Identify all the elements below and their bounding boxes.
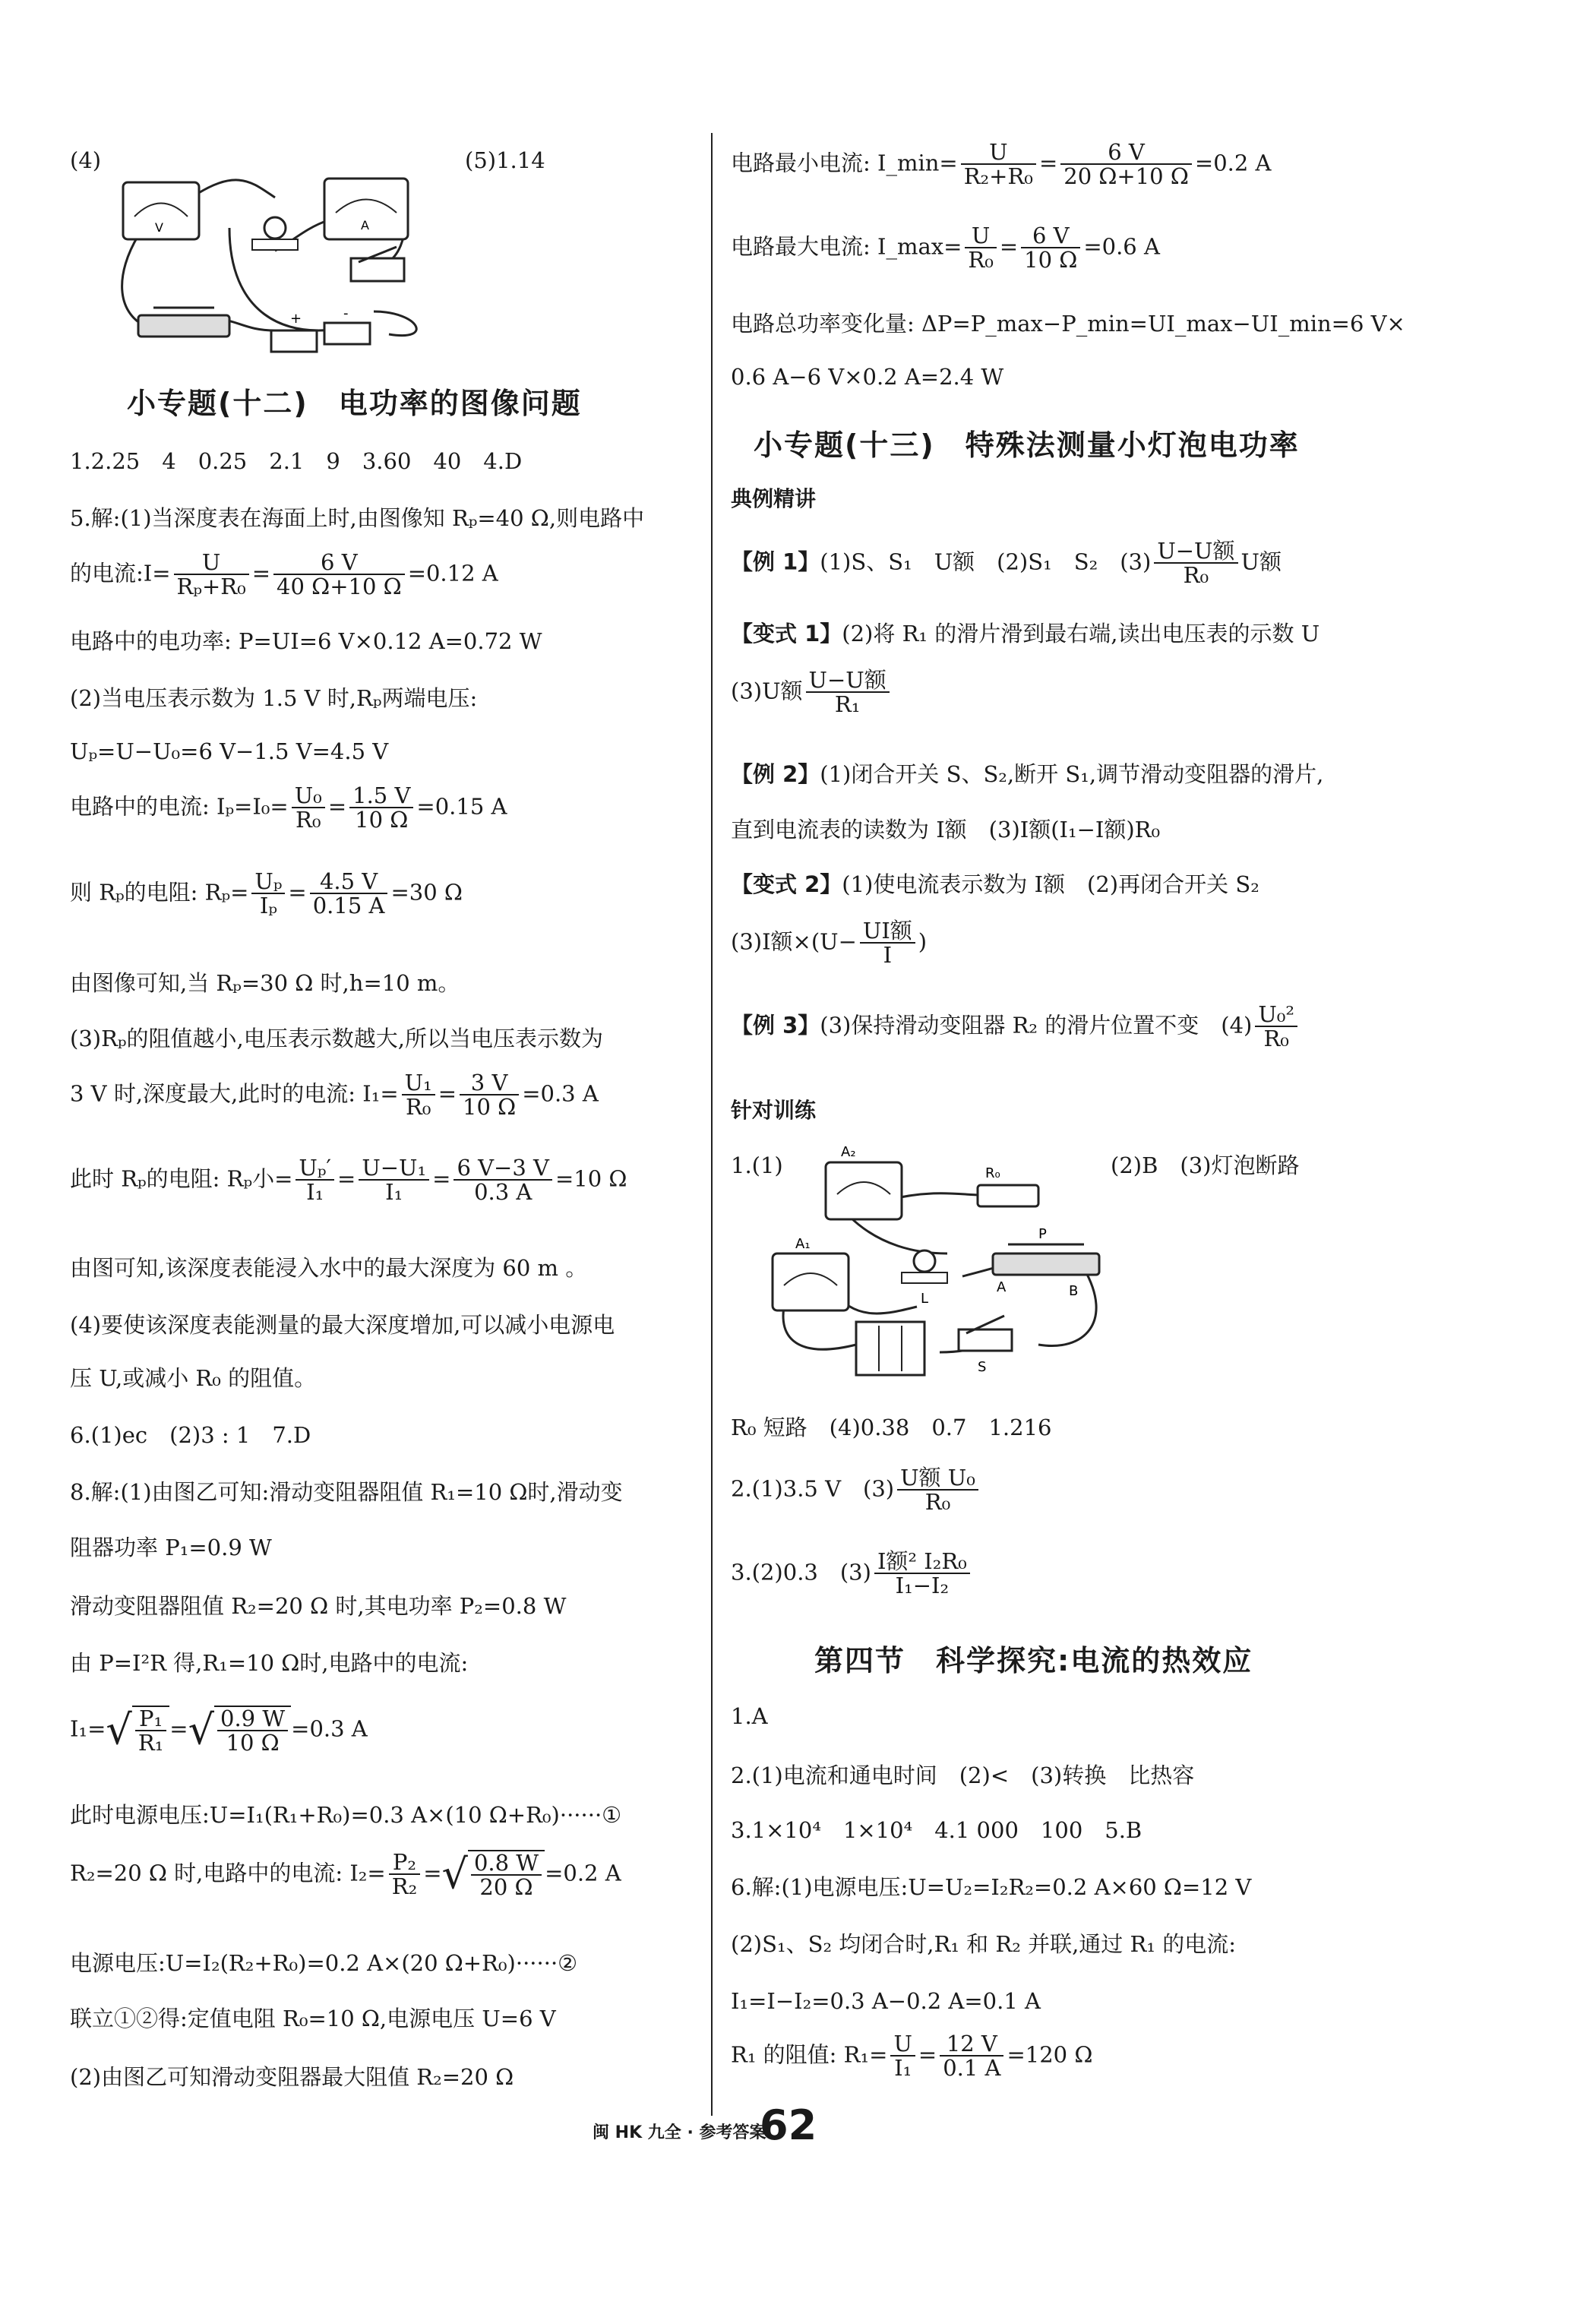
- battery-2: [324, 323, 370, 344]
- heat-6-line-3: I₁=I−I₂=0.3 A−0.2 A=0.1 A: [731, 1988, 1041, 2014]
- s5-line-12: 由图可知,该深度表能浸入水中的最大深度为 60 m 。: [70, 1255, 588, 1281]
- s8-line-1: 8.解:(1)由图乙可知:滑动变阻器阻值 R₁=10 Ω时,滑动变: [70, 1479, 623, 1505]
- circuit-diagram-2: [765, 1140, 1130, 1390]
- heat-answer-2: 2.(1)电流和通电时间 (2)< (3)转换 比热容: [731, 1762, 1195, 1788]
- svg-text:A₁: A₁: [795, 1236, 811, 1252]
- heat-6-line-4: R₁ 的阻值: R₁= $\frac{U}{\text{I₁}}$ = $\frac{12 V}{0.1 A}$ =120 Ω: [731, 2031, 1093, 2082]
- s5-line-2: 的电流:I= $\frac{U}{\text{Rₚ+R₀}}$ = $\frac{6 V}{40 \Omega+10 \Omega}$ =0.12 A: [70, 549, 498, 600]
- footer-text: 闽 HK 九全 · 参考答案: [593, 2123, 766, 2142]
- s5-line-6: 电路中的电流: Iₚ=I₀= $\frac{\text{U₀}}{\text{R₀}}$ = $\frac{1.5 V}{10 \Omega}$ =0.15 A: [70, 782, 507, 833]
- s8-line-8: 电源电压:U=I₂(R₂+R₀)=0.2 A×(20 Ω+R₀)······②: [70, 1950, 578, 1976]
- s5-line-1: 5.解:(1)当深度表在海面上时,由图像知 Rₚ=40 Ω,则电路中: [70, 505, 645, 531]
- circuit-diagram-1: [100, 137, 480, 365]
- training-1-label: 1.(1): [731, 1152, 783, 1178]
- s5-line-9: (3)Rₚ的阻值越小,电压表示数越大,所以当电压表示数为: [70, 1026, 603, 1051]
- svg-text:R₀: R₀: [985, 1165, 1000, 1181]
- s5-line-4: (2)当电压表示数为 1.5 V 时,Rₚ两端电压:: [70, 685, 478, 711]
- example-2-line-2: 直到电流表的读数为 I额 (3)I额(I₁−I额)R₀: [731, 817, 1161, 843]
- example-2: 【例 2】(1)闭合开关 S、S₂,断开 S₁,调节滑动变阻器的滑片,: [731, 761, 1324, 787]
- ammeter-a2: [826, 1162, 902, 1219]
- column-divider: [711, 133, 713, 2116]
- label-typical-examples: 典例精讲: [731, 486, 817, 511]
- svg-text:V: V: [155, 220, 163, 235]
- label-targeted-training: 针对训练: [731, 1098, 817, 1123]
- resistor-r0: [978, 1185, 1038, 1206]
- svg-text:S: S: [978, 1359, 987, 1375]
- variant-1: 【变式 1】(2)将 R₁ 的滑片滑到最右端,读出电压表的示数 U: [731, 621, 1320, 647]
- s5-line-7: 则 Rₚ的电阻: Rₚ= $\frac{\text{Uₚ}}{\text{Iₚ}}$ = $\frac{4.5 V}{0.15 A}$ =30 Ω: [70, 868, 463, 919]
- heat-6-line-2: (2)S₁、S₂ 均闭合时,R₁ 和 R₂ 并联,通过 R₁ 的电流:: [731, 1931, 1236, 1957]
- answers-1-4: 1.2.25 4 0.25 2.1 9 3.60 40 4.D: [70, 448, 523, 474]
- s8-line-4: 由 P=I²R 得,R₁=10 Ω时,电路中的电流:: [70, 1650, 469, 1676]
- svg-text:A: A: [361, 218, 369, 232]
- svg-text:+: +: [290, 311, 302, 327]
- s8-line-3: 滑动变阻器阻值 R₂=20 Ω 时,其电功率 P₂=0.8 W: [70, 1593, 567, 1619]
- answers-6-7: 6.(1)ec (2)3 : 1 7.D: [70, 1422, 311, 1448]
- s8-line-5: I₁=√ $\frac{\text{P₁}}{\text{R₁}}$ =√ $\frac{0.9 W}{10 \Omega}$ =0.3 A: [70, 1706, 368, 1756]
- rheostat: [138, 315, 229, 337]
- variant-2: 【变式 2】(1)使电流表示数为 I额 (2)再闭合开关 S₂: [731, 871, 1259, 897]
- svg-text:B: B: [1069, 1283, 1079, 1299]
- svg-text:-: -: [343, 305, 349, 321]
- s5-line-5: Uₚ=U−U₀=6 V−1.5 V=4.5 V: [70, 738, 389, 764]
- variant-1-line-2: (3)U额 $\frac{\text{U−U额}}{\text{R₁}}$: [731, 669, 893, 716]
- svg-text:A₂: A₂: [841, 1144, 856, 1160]
- r-line-1: 电路最小电流: I_min= $\frac{U}{\text{R₂+R₀}}$ = $\frac{6 V}{20 \Omega+10 \Omega}$ =0.2 A: [731, 139, 1272, 190]
- s5-line-13: (4)要使该深度表能测量的最大深度增加,可以减小电源电: [70, 1312, 615, 1338]
- ammeter-a1: [773, 1254, 849, 1310]
- s5-line-3: 电路中的电功率: P=UI=6 V×0.12 A=0.72 W: [70, 628, 542, 654]
- battery-pack: [856, 1322, 924, 1375]
- training-1-line-2: R₀ 短路 (4)0.38 0.7 1.216: [731, 1415, 1052, 1440]
- s8-line-2: 阻器功率 P₁=0.9 W: [70, 1535, 272, 1560]
- example-1: 【例 1】(1)S、S₁ U额 (2)S₁ S₂ (3) $\frac{\text{U−U额}}{\text{R₀}}$ U额: [731, 538, 1282, 589]
- q4-label: (4): [70, 147, 102, 173]
- variant-2-line-2: (3)I额×(U− $\frac{\text{UI额}}{I}$ ): [731, 918, 928, 969]
- training-3: 3.(2)0.3 (3) $\frac{\text{I额² I₂R₀}}{\text{I₁−I₂}}$: [731, 1550, 973, 1598]
- heat-answers-3-5: 3.1×10⁴ 1×10⁴ 4.1 000 100 5.B: [731, 1817, 1142, 1843]
- r-line-3: 电路总功率变化量: ΔP=P_max−P_min=UI_max−UI_min=6 V×: [731, 311, 1405, 337]
- s5-line-14: 压 U,或减小 R₀ 的阻值。: [70, 1365, 317, 1391]
- training-2: 2.(1)3.5 V (3) $\frac{\text{U额 U₀}}{\text{R₀}}$: [731, 1466, 981, 1514]
- example-3: 【例 3】(3)保持滑动变阻器 R₂ 的滑片位置不变 (4) $\frac{\text{U₀²}}{\text{R₀}}$: [731, 1003, 1301, 1051]
- heat-answer-1: 1.A: [731, 1703, 768, 1729]
- r-line-4: 0.6 A−6 V×0.2 A=2.4 W: [731, 364, 1004, 390]
- r-line-2: 电路最大电流: I_max= $\frac{U}{\text{R₀}}$ = $\frac{6 V}{10 \Omega}$ =0.6 A: [731, 223, 1160, 273]
- s8-line-6: 此时电源电压:U=I₁(R₁+R₀)=0.3 A×(10 Ω+R₀)······①: [70, 1802, 622, 1828]
- s5-line-11: 此时 Rₚ的电阻: Rₚ小= $\frac{\text{Uₚ′}}{\text{I₁}}$ = $\frac{\text{U−U₁}}{\text{I₁}}$ = $\frac{6 V-3 V}{0.3 A}$ =10 Ω: [70, 1155, 627, 1206]
- s8-line-10: (2)由图乙可知滑动变阻器最大阻值 R₂=20 Ω: [70, 2064, 514, 2090]
- svg-text:A: A: [997, 1279, 1007, 1295]
- svg-text:L: L: [921, 1291, 929, 1307]
- page-number: 62: [760, 2101, 817, 2149]
- training-1-answers: (2)B (3)灯泡断路: [1111, 1152, 1300, 1178]
- section-title-12: 小专题(十二) 电功率的图像问题: [127, 387, 582, 420]
- battery-1: [271, 330, 317, 352]
- s8-line-9: 联立①②得:定值电阻 R₀=10 Ω,电源电压 U=6 V: [70, 2006, 556, 2031]
- svg-text:P: P: [1038, 1226, 1047, 1242]
- section-title-13: 小专题(十三) 特殊法测量小灯泡电功率: [754, 428, 1300, 462]
- s5-line-8: 由图像可知,当 Rₚ=30 Ω 时,h=10 m。: [70, 970, 460, 996]
- rheostat-ab: [993, 1254, 1099, 1275]
- q5-answer: (5)1.14: [465, 147, 545, 173]
- section-title-4: 第四节 科学探究:电流的热效应: [814, 1644, 1253, 1677]
- bulb: [264, 217, 286, 239]
- s8-line-7: R₂=20 Ω 时,电路中的电流: I₂= $\frac{\text{P₂}}{\text{R₂}}$ =√ $\frac{0.8 W}{20 \Omega}$ =0.2 A: [70, 1849, 621, 1901]
- heat-6-line-1: 6.解:(1)电源电压:U=U₂=I₂R₂=0.2 A×60 Ω=12 V: [731, 1874, 1252, 1900]
- bulb-l: [914, 1250, 935, 1272]
- s5-line-10: 3 V 时,深度最大,此时的电流: I₁= $\frac{\text{U₁}}{\text{R₀}}$ = $\frac{3 V}{10 \Omega}$ =0.3 A: [70, 1070, 599, 1121]
